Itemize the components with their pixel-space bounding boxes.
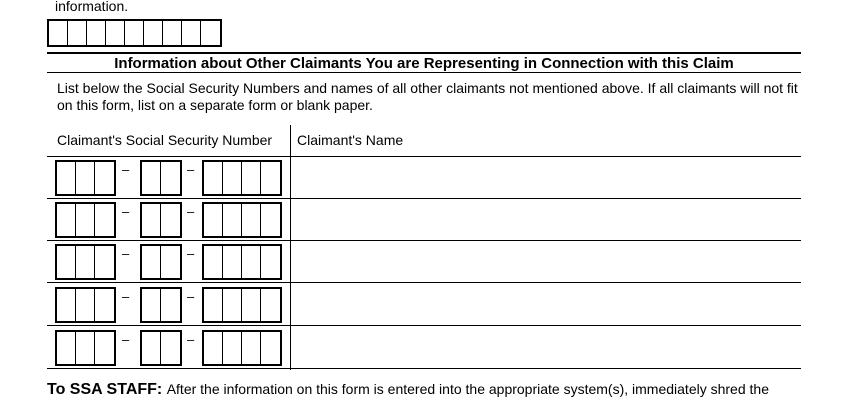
ssn-digit-box[interactable] [161,246,180,278]
ssn-group-2[interactable] [140,244,182,280]
claimant-row [47,327,801,369]
ssn-digit-box[interactable] [161,162,180,194]
row-rule [47,325,801,326]
ssn-digit-box[interactable] [57,204,76,236]
ssn-digit-box[interactable] [161,204,180,236]
ssn-group-3[interactable] [202,160,282,196]
ssn-digit-box[interactable] [204,289,223,321]
ssn-separator: – [187,246,195,261]
digit-box[interactable] [182,21,201,45]
section-top-rule [47,52,801,54]
claimant-row [47,199,801,241]
ssn-group-3[interactable] [202,330,282,366]
ssn-digit-box[interactable] [142,162,161,194]
ssn-digit-box[interactable] [57,332,76,364]
ssn-separator: – [187,162,195,177]
ssn-column-header: Claimant's Social Security Number [57,132,273,148]
ssn-digit-box[interactable] [223,332,242,364]
ssn-digit-box[interactable] [76,246,95,278]
row-rule [47,368,801,369]
ssn-group-3[interactable] [202,202,282,238]
ssn-group-1[interactable] [55,287,116,323]
digit-box[interactable] [125,21,144,45]
ssn-group-1[interactable] [55,202,116,238]
ssn-digit-box[interactable] [142,204,161,236]
ssn-digit-box[interactable] [76,204,95,236]
ssn-group-1[interactable] [55,244,116,280]
ssn-digit-box[interactable] [142,246,161,278]
ssn-group-2[interactable] [140,330,182,366]
digit-box[interactable] [87,21,106,45]
ssn-digit-box[interactable] [76,162,95,194]
ssn-digit-box[interactable] [142,289,161,321]
ssn-digit-box[interactable] [204,246,223,278]
ssn-group-3[interactable] [202,244,282,280]
ssn-digit-box[interactable] [161,332,180,364]
ssn-group-2[interactable] [140,202,182,238]
digit-box[interactable] [201,21,220,45]
claimant-name-field[interactable] [292,284,800,325]
claimant-row [47,284,801,326]
ssa-staff-note [47,381,769,399]
digit-entry-field[interactable] [47,19,222,47]
top-text: information. [55,0,129,14]
ssn-digit-box[interactable] [242,289,261,321]
ssn-separator: – [187,289,195,304]
ssn-digit-box[interactable] [95,204,114,236]
claimant-name-field[interactable] [292,327,800,368]
ssn-digit-box[interactable] [242,204,261,236]
ssn-group-3[interactable] [202,287,282,323]
ssn-digit-box[interactable] [261,289,280,321]
ssn-digit-box[interactable] [261,204,280,236]
ssn-digit-box[interactable] [242,246,261,278]
claimant-name-field[interactable] [292,157,800,198]
ssn-digit-box[interactable] [95,332,114,364]
digit-box[interactable] [144,21,163,45]
ssa-staff-text: After the information on this form is entered into the appropriate system(s), immediately shred the [166,381,769,397]
row-rule [47,282,801,283]
ssn-separator: – [122,204,130,219]
ssn-digit-box[interactable] [223,162,242,194]
ssn-digit-box[interactable] [204,332,223,364]
ssn-digit-box[interactable] [261,162,280,194]
ssn-digit-box[interactable] [142,332,161,364]
name-column-header: Claimant's Name [297,132,404,148]
ssn-digit-box[interactable] [261,332,280,364]
section-title-rule [47,72,801,73]
claimant-name-field[interactable] [292,241,800,282]
ssn-separator: – [122,246,130,261]
claimant-row [47,241,801,283]
ssn-digit-box[interactable] [57,162,76,194]
ssn-digit-box[interactable] [76,332,95,364]
ssn-digit-box[interactable] [161,289,180,321]
digit-box[interactable] [49,21,68,45]
ssn-separator: – [187,204,195,219]
ssn-digit-box[interactable] [76,289,95,321]
claimant-row [47,157,801,199]
ssa-staff-label: To SSA STAFF: [47,381,163,398]
ssn-separator: – [187,332,195,347]
section-instructions: List below the Social Security Numbers and names of all other claimants not mentioned above. If all claimants will not fit on this form, list on a separate form or blank paper. [57,80,798,113]
digit-box[interactable] [68,21,87,45]
ssn-digit-box[interactable] [204,162,223,194]
ssn-group-2[interactable] [140,160,182,196]
ssn-digit-box[interactable] [204,204,223,236]
ssn-digit-box[interactable] [57,289,76,321]
ssn-digit-box[interactable] [223,289,242,321]
ssn-digit-box[interactable] [242,332,261,364]
ssn-separator: – [122,289,130,304]
ssn-separator: – [122,332,130,347]
claimant-name-field[interactable] [292,199,800,240]
ssn-digit-box[interactable] [95,162,114,194]
ssn-digit-box[interactable] [242,162,261,194]
ssn-group-1[interactable] [55,330,116,366]
ssn-digit-box[interactable] [95,246,114,278]
ssn-digit-box[interactable] [57,246,76,278]
ssn-separator: – [122,162,130,177]
digit-box[interactable] [163,21,182,45]
ssn-group-2[interactable] [140,287,182,323]
digit-box[interactable] [106,21,125,45]
ssn-digit-box[interactable] [95,289,114,321]
ssn-digit-box[interactable] [261,246,280,278]
ssn-digit-box[interactable] [223,204,242,236]
ssn-group-1[interactable] [55,160,116,196]
ssn-digit-box[interactable] [223,246,242,278]
section-title: Information about Other Claimants You are Representing in Connection with this Claim [114,55,734,72]
